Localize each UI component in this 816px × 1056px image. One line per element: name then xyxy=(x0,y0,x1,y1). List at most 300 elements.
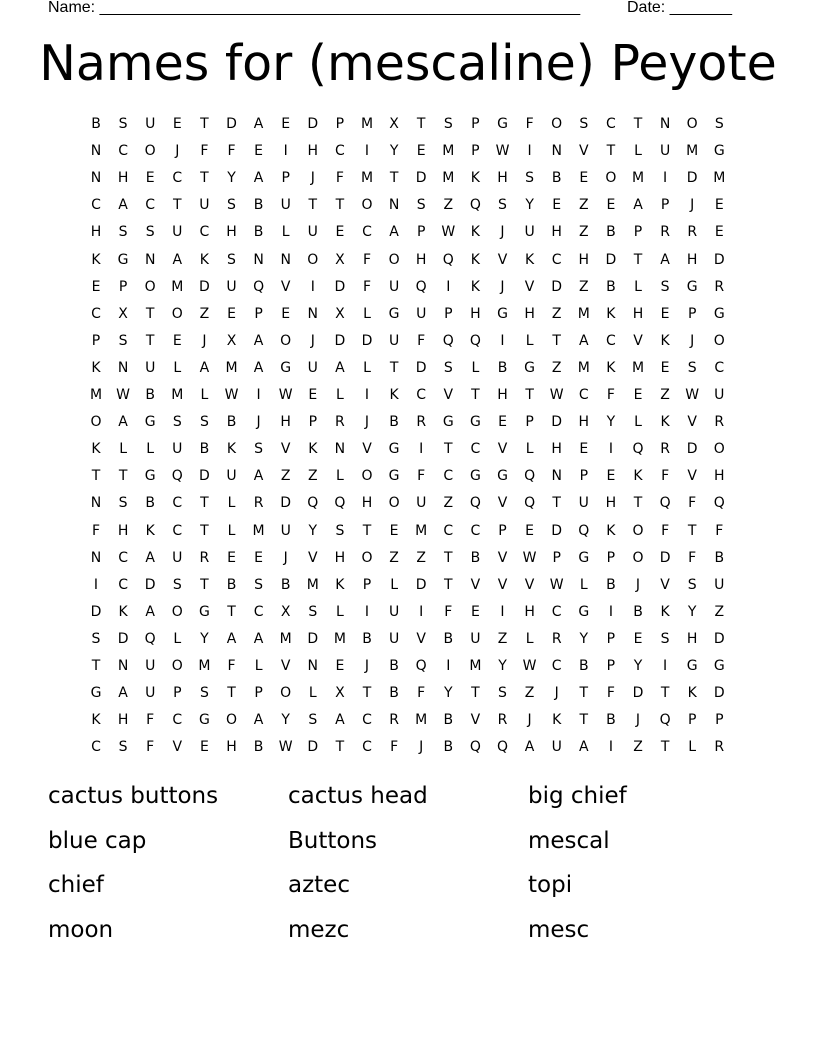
grid-letter[interactable]: B xyxy=(606,712,616,729)
grid-letter[interactable]: H xyxy=(524,305,535,322)
grid-letter[interactable]: M xyxy=(469,658,482,674)
grid-letter[interactable]: U xyxy=(578,495,589,512)
grid-letter[interactable]: V xyxy=(470,712,481,729)
grid-letter[interactable]: B xyxy=(91,116,101,132)
grid-letter[interactable]: I xyxy=(446,658,451,674)
grid-letter[interactable]: S xyxy=(714,116,724,132)
grid-letter[interactable]: K xyxy=(145,522,155,539)
grid-letter[interactable]: W xyxy=(522,549,537,566)
grid-letter[interactable]: G xyxy=(144,414,156,431)
grid-letter[interactable]: C xyxy=(253,603,264,620)
grid-letter[interactable]: M xyxy=(415,712,428,729)
grid-letter[interactable]: P xyxy=(91,332,101,349)
grid-letter[interactable]: T xyxy=(633,495,643,512)
grid-letter[interactable]: H xyxy=(280,414,291,431)
grid-letter[interactable]: K xyxy=(470,224,480,241)
grid-letter[interactable]: D xyxy=(686,441,698,458)
grid-letter[interactable]: I xyxy=(608,739,613,756)
grid-letter[interactable]: B xyxy=(145,387,155,403)
grid-letter[interactable]: B xyxy=(253,739,264,756)
grid-letter[interactable]: M xyxy=(415,522,428,539)
grid-letter[interactable]: G xyxy=(713,658,725,674)
grid-letter[interactable]: T xyxy=(444,441,453,458)
grid-letter[interactable]: N xyxy=(334,441,346,458)
grid-letter[interactable]: S xyxy=(525,170,535,187)
grid-letter[interactable]: L xyxy=(335,387,344,403)
grid-letter[interactable]: U xyxy=(307,359,318,376)
grid-letter[interactable]: E xyxy=(633,630,643,647)
grid-letter[interactable]: S xyxy=(335,522,345,539)
grid-letter[interactable]: P xyxy=(335,116,345,132)
grid-letter[interactable]: V xyxy=(633,332,643,349)
grid-letter[interactable]: A xyxy=(253,332,264,349)
grid-letter[interactable]: T xyxy=(471,685,480,702)
grid-letter[interactable]: R xyxy=(253,495,264,512)
grid-letter[interactable]: A xyxy=(118,197,128,214)
grid-letter[interactable]: O xyxy=(361,197,373,214)
grid-letter[interactable]: X xyxy=(335,251,345,268)
grid-letter[interactable]: S xyxy=(227,251,236,268)
grid-letter[interactable]: L xyxy=(525,441,534,458)
grid-letter[interactable]: H xyxy=(307,143,319,160)
grid-letter[interactable]: E xyxy=(172,116,182,132)
grid-letter[interactable]: Y xyxy=(308,522,318,539)
grid-letter[interactable]: J xyxy=(419,739,424,756)
grid-letter[interactable]: Z xyxy=(551,359,562,376)
grid-letter[interactable]: K xyxy=(199,251,209,268)
grid-letter[interactable]: B xyxy=(389,658,399,674)
grid-letter[interactable]: I xyxy=(500,603,505,620)
grid-letter[interactable]: P xyxy=(281,170,290,187)
grid-letter[interactable]: H xyxy=(632,305,644,322)
grid-letter[interactable]: V xyxy=(497,576,508,593)
grid-letter[interactable]: N xyxy=(117,658,129,674)
name-field[interactable]: Name: ______________________________________________________ xyxy=(48,0,581,16)
grid-letter[interactable]: Q xyxy=(415,278,427,295)
grid-letter[interactable]: T xyxy=(633,251,643,268)
grid-letter[interactable]: N xyxy=(144,251,156,268)
grid-letter[interactable]: C xyxy=(416,387,427,403)
grid-letter[interactable]: Y xyxy=(200,630,209,647)
date-field[interactable]: Date: _______ xyxy=(627,0,732,16)
grid-letter[interactable]: S xyxy=(254,441,264,458)
grid-letter[interactable]: U xyxy=(388,603,400,620)
grid-letter[interactable]: Z xyxy=(280,468,291,485)
grid-letter[interactable]: I xyxy=(419,441,424,458)
grid-letter[interactable]: W xyxy=(522,658,537,674)
grid-letter[interactable]: H xyxy=(470,305,481,322)
grid-letter[interactable]: B xyxy=(226,414,237,431)
grid-letter[interactable]: L xyxy=(254,658,263,674)
grid-letter[interactable]: Z xyxy=(579,197,589,214)
grid-letter[interactable]: R xyxy=(714,278,725,295)
grid-letter[interactable]: J xyxy=(690,197,695,214)
grid-letter[interactable]: G xyxy=(686,278,698,295)
grid-letter[interactable]: L xyxy=(335,468,344,485)
grid-letter[interactable]: T xyxy=(579,712,589,729)
grid-letter[interactable]: R xyxy=(497,712,508,729)
grid-letter[interactable]: Q xyxy=(469,739,481,756)
grid-letter[interactable]: U xyxy=(307,224,318,241)
grid-letter[interactable]: T xyxy=(308,197,318,214)
grid-letter[interactable]: C xyxy=(172,712,183,729)
grid-letter[interactable]: E xyxy=(525,522,535,539)
grid-letter[interactable]: Z xyxy=(579,224,589,241)
grid-letter[interactable]: G xyxy=(469,468,481,485)
grid-letter[interactable]: D xyxy=(415,170,427,187)
grid-letter[interactable]: Z xyxy=(579,278,589,295)
grid-letter[interactable]: V xyxy=(497,251,508,268)
grid-letter[interactable]: T xyxy=(606,143,616,160)
grid-letter[interactable]: B xyxy=(443,712,454,729)
grid-letter[interactable]: D xyxy=(280,495,292,512)
grid-letter[interactable]: P xyxy=(606,658,616,674)
grid-letter[interactable]: D xyxy=(199,278,210,295)
grid-letter[interactable]: K xyxy=(606,359,616,376)
grid-letter[interactable]: Z xyxy=(308,468,318,485)
grid-letter[interactable]: G xyxy=(686,658,698,674)
grid-letter[interactable]: E xyxy=(579,170,589,187)
grid-letter[interactable]: S xyxy=(416,197,426,214)
grid-letter[interactable]: C xyxy=(470,441,481,458)
grid-letter[interactable]: B xyxy=(578,658,589,674)
grid-letter[interactable]: U xyxy=(388,332,400,349)
grid-letter[interactable]: U xyxy=(145,685,156,702)
grid-letter[interactable]: K xyxy=(308,441,318,458)
grid-letter[interactable]: A xyxy=(335,359,345,376)
grid-letter[interactable]: M xyxy=(713,170,726,187)
grid-letter[interactable]: E xyxy=(172,332,182,349)
grid-letter[interactable]: A xyxy=(389,224,399,241)
grid-letter[interactable]: C xyxy=(91,305,101,322)
grid-letter[interactable]: Z xyxy=(660,387,670,403)
grid-letter[interactable]: U xyxy=(280,197,291,214)
grid-letter[interactable]: T xyxy=(145,305,155,322)
grid-letter[interactable]: B xyxy=(606,576,616,593)
grid-letter[interactable]: K xyxy=(91,712,101,729)
grid-letter[interactable]: T xyxy=(389,170,399,187)
grid-letter[interactable]: Q xyxy=(469,197,481,214)
grid-letter[interactable]: U xyxy=(416,495,427,512)
grid-letter[interactable]: D xyxy=(659,549,671,566)
grid-letter[interactable]: H xyxy=(578,414,590,431)
grid-letter[interactable]: E xyxy=(281,116,291,132)
grid-letter[interactable]: E xyxy=(498,414,507,431)
grid-letter[interactable]: T xyxy=(660,739,670,756)
grid-letter[interactable]: O xyxy=(144,143,156,160)
grid-letter[interactable]: A xyxy=(172,251,183,268)
grid-letter[interactable]: U xyxy=(280,522,291,539)
grid-letter[interactable]: K xyxy=(633,468,643,485)
grid-letter[interactable]: F xyxy=(390,739,399,756)
grid-letter[interactable]: T xyxy=(660,685,670,702)
grid-letter[interactable]: L xyxy=(525,630,534,647)
grid-letter[interactable]: S xyxy=(118,224,128,241)
grid-letter[interactable]: D xyxy=(117,630,129,647)
grid-letter[interactable]: G xyxy=(388,305,400,322)
grid-letter[interactable]: H xyxy=(497,170,508,187)
grid-letter[interactable]: J xyxy=(635,576,641,593)
grid-letter[interactable]: Q xyxy=(578,522,590,539)
grid-letter[interactable]: S xyxy=(118,739,128,756)
grid-letter[interactable]: N xyxy=(280,251,291,268)
grid-letter[interactable]: V xyxy=(579,143,589,160)
grid-letter[interactable]: W xyxy=(549,387,564,403)
grid-letter[interactable]: O xyxy=(361,468,373,485)
grid-letter[interactable]: T xyxy=(173,197,182,214)
grid-letter[interactable]: U xyxy=(145,359,156,376)
grid-letter[interactable]: N xyxy=(90,143,102,160)
grid-letter[interactable]: F xyxy=(417,468,426,485)
grid-letter[interactable]: L xyxy=(308,685,317,702)
grid-letter[interactable]: M xyxy=(171,278,184,295)
grid-letter[interactable]: I xyxy=(446,278,451,295)
grid-letter[interactable]: B xyxy=(253,197,264,214)
grid-letter[interactable]: C xyxy=(118,143,128,160)
grid-letter[interactable]: E xyxy=(416,143,426,160)
grid-letter[interactable]: O xyxy=(280,685,292,702)
grid-letter[interactable]: Z xyxy=(416,549,426,566)
grid-letter[interactable]: L xyxy=(579,576,588,593)
grid-letter[interactable]: V xyxy=(497,495,508,512)
grid-letter[interactable]: T xyxy=(91,658,101,674)
grid-letter[interactable]: K xyxy=(389,387,399,403)
grid-letter[interactable]: L xyxy=(173,630,182,647)
grid-letter[interactable]: Y xyxy=(579,630,589,647)
grid-letter[interactable]: Y xyxy=(525,197,534,214)
grid-letter[interactable]: O xyxy=(307,251,319,268)
grid-letter[interactable]: O xyxy=(686,116,698,132)
grid-letter[interactable]: R xyxy=(687,224,698,241)
grid-letter[interactable]: H xyxy=(524,603,535,620)
grid-letter[interactable]: P xyxy=(715,712,724,729)
grid-letter[interactable]: Y xyxy=(687,603,697,620)
grid-letter[interactable]: J xyxy=(364,658,370,674)
grid-letter[interactable]: L xyxy=(227,495,236,512)
grid-letter[interactable]: Z xyxy=(199,305,210,322)
grid-letter[interactable]: A xyxy=(660,251,670,268)
grid-letter[interactable]: Q xyxy=(171,468,183,485)
grid-letter[interactable]: C xyxy=(443,468,454,485)
grid-letter[interactable]: S xyxy=(254,576,264,593)
grid-letter[interactable]: E xyxy=(714,224,724,241)
grid-letter[interactable]: T xyxy=(200,495,209,512)
grid-letter[interactable]: Z xyxy=(633,739,643,756)
grid-letter[interactable]: Z xyxy=(551,305,562,322)
grid-letter[interactable]: E xyxy=(606,197,616,214)
grid-letter[interactable]: C xyxy=(714,359,725,376)
grid-letter[interactable]: M xyxy=(198,658,211,674)
grid-letter[interactable]: L xyxy=(335,603,344,620)
grid-letter[interactable]: A xyxy=(633,197,643,214)
grid-letter[interactable]: X xyxy=(335,305,345,322)
grid-letter[interactable]: K xyxy=(606,522,616,539)
grid-letter[interactable]: P xyxy=(633,224,643,241)
grid-letter[interactable]: M xyxy=(577,359,590,376)
grid-letter[interactable]: C xyxy=(91,197,101,214)
grid-letter[interactable]: B xyxy=(253,224,264,241)
grid-letter[interactable]: S xyxy=(118,332,128,349)
grid-letter[interactable]: O xyxy=(90,414,102,431)
grid-letter[interactable]: C xyxy=(118,549,128,566)
grid-letter[interactable]: Q xyxy=(253,278,265,295)
grid-letter[interactable]: F xyxy=(417,332,426,349)
grid-letter[interactable]: T xyxy=(200,170,209,187)
grid-letter[interactable]: D xyxy=(90,603,102,620)
grid-letter[interactable]: Q xyxy=(442,251,454,268)
grid-letter[interactable]: E xyxy=(335,224,345,241)
grid-letter[interactable]: U xyxy=(388,278,400,295)
grid-letter[interactable]: H xyxy=(117,170,129,187)
grid-letter[interactable]: N xyxy=(659,116,671,132)
grid-letter[interactable]: L xyxy=(146,441,155,458)
grid-letter[interactable]: V xyxy=(524,278,535,295)
grid-letter[interactable]: P xyxy=(254,685,263,702)
grid-letter[interactable]: S xyxy=(227,197,236,214)
grid-letter[interactable]: E xyxy=(91,278,101,295)
grid-letter[interactable]: F xyxy=(146,712,155,729)
grid-letter[interactable]: C xyxy=(551,658,562,674)
grid-letter[interactable]: E xyxy=(281,305,291,322)
grid-letter[interactable]: P xyxy=(308,414,318,431)
grid-letter[interactable]: M xyxy=(631,359,645,376)
grid-letter[interactable]: P xyxy=(416,224,426,241)
grid-letter[interactable]: P xyxy=(444,305,453,322)
grid-letter[interactable]: G xyxy=(578,549,590,566)
grid-letter[interactable]: I xyxy=(310,278,315,295)
grid-letter[interactable]: V xyxy=(497,549,508,566)
grid-letter[interactable]: A xyxy=(145,603,155,620)
grid-letter[interactable]: U xyxy=(145,116,156,132)
grid-letter[interactable]: S xyxy=(172,576,182,593)
grid-letter[interactable]: O xyxy=(632,549,644,566)
grid-letter[interactable]: Q xyxy=(524,495,536,512)
grid-letter[interactable]: T xyxy=(633,116,643,132)
grid-letter[interactable]: F xyxy=(606,685,615,702)
grid-letter[interactable]: T xyxy=(118,468,128,485)
grid-letter[interactable]: Q xyxy=(442,332,454,349)
grid-letter[interactable]: P xyxy=(362,576,372,593)
grid-letter[interactable]: R xyxy=(660,441,670,458)
grid-letter[interactable]: C xyxy=(362,224,372,241)
grid-letter[interactable]: P xyxy=(118,278,128,295)
grid-letter[interactable]: P xyxy=(660,197,670,214)
grid-letter[interactable]: P xyxy=(552,549,561,566)
grid-letter[interactable]: U xyxy=(470,630,481,647)
grid-letter[interactable]: Q xyxy=(469,332,481,349)
grid-letter[interactable]: C xyxy=(551,603,562,620)
grid-letter[interactable]: S xyxy=(118,116,128,132)
grid-letter[interactable]: Q xyxy=(469,495,481,512)
grid-letter[interactable]: R xyxy=(714,414,725,431)
grid-letter[interactable]: F xyxy=(362,251,372,268)
grid-letter[interactable]: W xyxy=(116,387,131,403)
grid-letter[interactable]: H xyxy=(551,441,562,458)
grid-letter[interactable]: T xyxy=(579,685,589,702)
grid-letter[interactable]: T xyxy=(200,522,209,539)
grid-letter[interactable]: T xyxy=(416,116,426,132)
grid-letter[interactable]: C xyxy=(199,224,210,241)
grid-letter[interactable]: I xyxy=(364,603,370,620)
grid-letter[interactable]: E xyxy=(714,197,724,214)
grid-letter[interactable]: F xyxy=(525,116,534,132)
grid-letter[interactable]: M xyxy=(225,359,238,376)
grid-letter[interactable]: V xyxy=(280,278,291,295)
grid-letter[interactable]: W xyxy=(224,387,239,403)
grid-letter[interactable]: U xyxy=(226,278,237,295)
grid-letter[interactable]: O xyxy=(171,603,183,620)
grid-letter[interactable]: A xyxy=(145,549,155,566)
grid-letter[interactable]: G xyxy=(713,143,725,160)
grid-letter[interactable]: N xyxy=(90,549,102,566)
grid-letter[interactable]: J xyxy=(635,712,641,729)
grid-letter[interactable]: T xyxy=(362,685,372,702)
grid-letter[interactable]: P xyxy=(471,143,480,160)
grid-letter[interactable]: G xyxy=(198,712,210,729)
grid-letter[interactable]: D xyxy=(415,359,427,376)
grid-letter[interactable]: T xyxy=(362,522,372,539)
grid-letter[interactable]: C xyxy=(362,739,372,756)
grid-letter[interactable]: S xyxy=(443,359,453,376)
grid-letter[interactable]: K xyxy=(91,251,101,268)
grid-letter[interactable]: M xyxy=(360,170,374,187)
grid-letter[interactable]: C xyxy=(443,522,454,539)
grid-letter[interactable]: F xyxy=(227,658,236,674)
grid-letter[interactable]: V xyxy=(687,414,697,431)
grid-letter[interactable]: L xyxy=(119,441,127,458)
grid-letter[interactable]: J xyxy=(202,332,207,349)
grid-letter[interactable]: G xyxy=(388,468,400,485)
grid-letter[interactable]: T xyxy=(227,603,236,620)
grid-letter[interactable]: S xyxy=(660,278,670,295)
grid-letter[interactable]: O xyxy=(551,116,563,132)
grid-letter[interactable]: Q xyxy=(496,739,509,756)
grid-letter[interactable]: H xyxy=(415,251,427,268)
grid-letter[interactable]: F xyxy=(91,522,101,539)
grid-letter[interactable]: P xyxy=(525,414,534,431)
grid-letter[interactable]: H xyxy=(226,224,237,241)
grid-letter[interactable]: E xyxy=(660,305,670,322)
grid-letter[interactable]: D xyxy=(551,278,563,295)
grid-letter[interactable]: G xyxy=(198,603,210,620)
grid-letter[interactable]: P xyxy=(606,549,616,566)
grid-letter[interactable]: I xyxy=(283,143,288,160)
grid-letter[interactable]: C xyxy=(91,739,101,756)
grid-letter[interactable]: T xyxy=(444,576,453,593)
grid-letter[interactable]: S xyxy=(118,495,128,512)
grid-letter[interactable]: D xyxy=(334,332,346,349)
grid-letter[interactable]: Y xyxy=(444,685,453,702)
grid-letter[interactable]: U xyxy=(714,576,725,593)
grid-letter[interactable]: O xyxy=(388,251,400,268)
grid-letter[interactable]: E xyxy=(199,739,209,756)
grid-letter[interactable]: M xyxy=(89,387,103,403)
grid-letter[interactable]: M xyxy=(279,630,292,647)
grid-letter[interactable]: B xyxy=(389,414,399,431)
grid-letter[interactable]: I xyxy=(93,576,99,593)
grid-letter[interactable]: G xyxy=(90,685,102,702)
grid-letter[interactable]: C xyxy=(172,495,183,512)
grid-letter[interactable]: C xyxy=(335,143,345,160)
grid-letter[interactable]: Z xyxy=(443,197,454,214)
grid-letter[interactable]: R xyxy=(551,630,562,647)
grid-letter[interactable]: B xyxy=(226,576,237,593)
grid-letter[interactable]: D xyxy=(361,332,373,349)
grid-letter[interactable]: I xyxy=(256,387,261,403)
grid-letter[interactable]: E xyxy=(254,143,264,160)
grid-letter[interactable]: L xyxy=(634,143,642,160)
grid-letter[interactable]: O xyxy=(713,332,725,349)
